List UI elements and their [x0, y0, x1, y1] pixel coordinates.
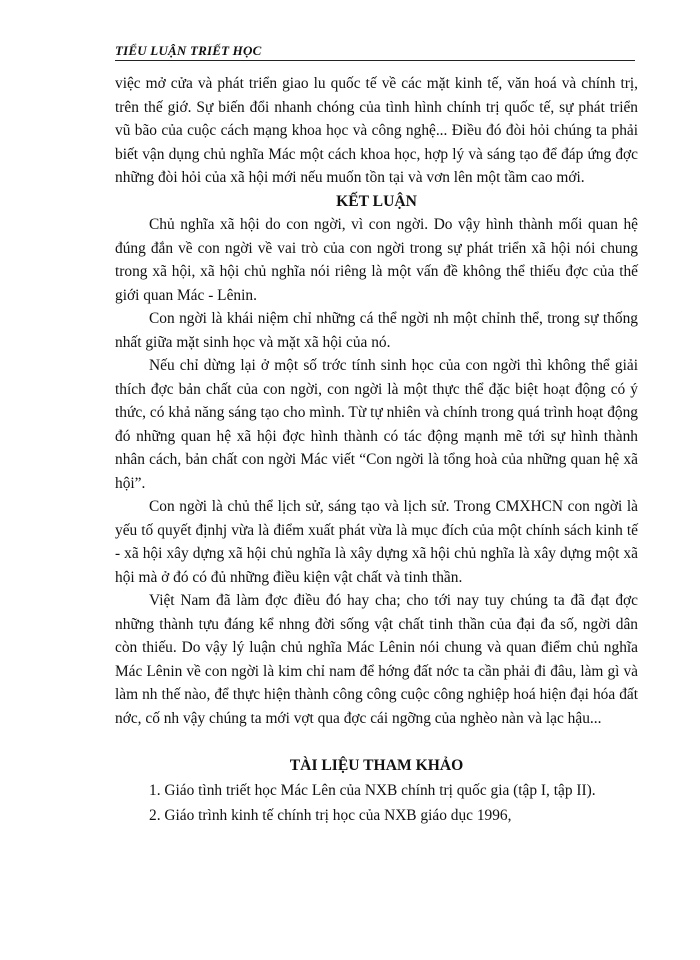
running-header [115, 44, 635, 61]
reference-item-2: 2. Giáo trình kinh tế chính trị học của NXB giáo dục 1996, [149, 806, 512, 824]
conclusion-heading: KẾT LUẬN [336, 192, 417, 210]
header-title: TIỂU LUẬN TRIẾT HỌC [115, 43, 262, 58]
references-list [115, 778, 638, 828]
document-body [115, 72, 638, 828]
intro-paragraph: việc mở cửa và phát triển giao lu quốc tế về các mặt kinh tế, văn hoá và chính trị, trên thế giớ. Sự biến đổi nhanh chóng của tình hình chính trị quốc tế, sự phát triển vũ bão của cuộc cách mạng khoa học và công nghệ... Điều đó đòi hỏi chúng ta phải biết vận dụng chủ nghĩa Mác một cách khoa học, hợp lý và sáng tạo để đáp ứng đợc những đòi hỏi của xã hội mới nếu muốn tồn tại và vơn lên một tầm cao mới. [115, 75, 638, 186]
conclusion-paragraph-3: Nếu chỉ dừng lại ở một số trớc tính sinh học của con ngời thì không thể giải thích đợc bản chất của con ngời, con ngời là một thực thể đặc biệt hoạt động có ý thức, có khả năng sáng tạo cho mình. Từ tự nhiên và chính trong quá trình hoạt động đó những quan hệ xã hội đợc hình thành có tác động mạnh mẽ tới sự hình thành nhân cách, bản chất con ngời Mác viết “Con ngời là tổng hoà của những quan hệ xã hội”. [115, 357, 638, 492]
conclusion-paragraph-4: Con ngời là chủ thể lịch sử, sáng tạo và lịch sử. Trong CMXHCN con ngời là yếu tố quyết địnhj vừa là điểm xuất phát vừa là mục đích của một chính sách kinh tế - xã hội xây dựng xã hội chủ nghĩa là xây dựng xã hội chủ nghĩa là xây dựng một xã hội mà ở đó có đủ những điều kiện vật chất và tinh thần. [115, 498, 638, 586]
conclusion-paragraph-2: Con ngời là khái niệm chỉ những cá thể ngời nh một chỉnh thể, trong sự thống nhất giữa mặt sinh học và mặt xã hội của nó. [115, 310, 638, 351]
references-heading: TÀI LIỆU THAM KHẢO [289, 757, 464, 774]
conclusion-paragraph-5: Việt Nam đã làm đợc điều đó hay cha; cho tới nay tuy chúng ta đã đạt đợc những thành tựu đáng kể nhng đời sống vật chất tinh thần của đại đa số, ngời dân còn thiếu. Do vậy lý luận chủ nghĩa Mác Lênin nói chung và quan điểm chủ nghĩa Mác Lênin về con ngời là kim chỉ nam để hớng đất nớc ta cần phải đi đâu, làm gì và làm nh thế nào, để thực hiện thành công công cuộc công nghiệp hoá hiện đại hóa đất nớc, cố nh vậy chúng ta mới vợt qua đợc cái ngỡng của nghèo nàn và lạc hậu... [115, 592, 638, 727]
section-spacer [115, 730, 638, 754]
reference-item-1: 1. Giáo tình triết học Mác Lên của NXB chính trị quốc gia (tập I, tập II). [149, 781, 596, 799]
conclusion-paragraph-1: Chủ nghĩa xã hội do con ngời, vì con ngời. Do vậy hình thành mối quan hệ đúng đắn về con ngời về vai trò của con ngời trong sự phát triển xã hội nói chung trong xã hội, xã hội chủ nghĩa nói riêng là một vấn đề không thể thiếu đợc của thế giới quan Mác - Lênin. [115, 216, 638, 304]
